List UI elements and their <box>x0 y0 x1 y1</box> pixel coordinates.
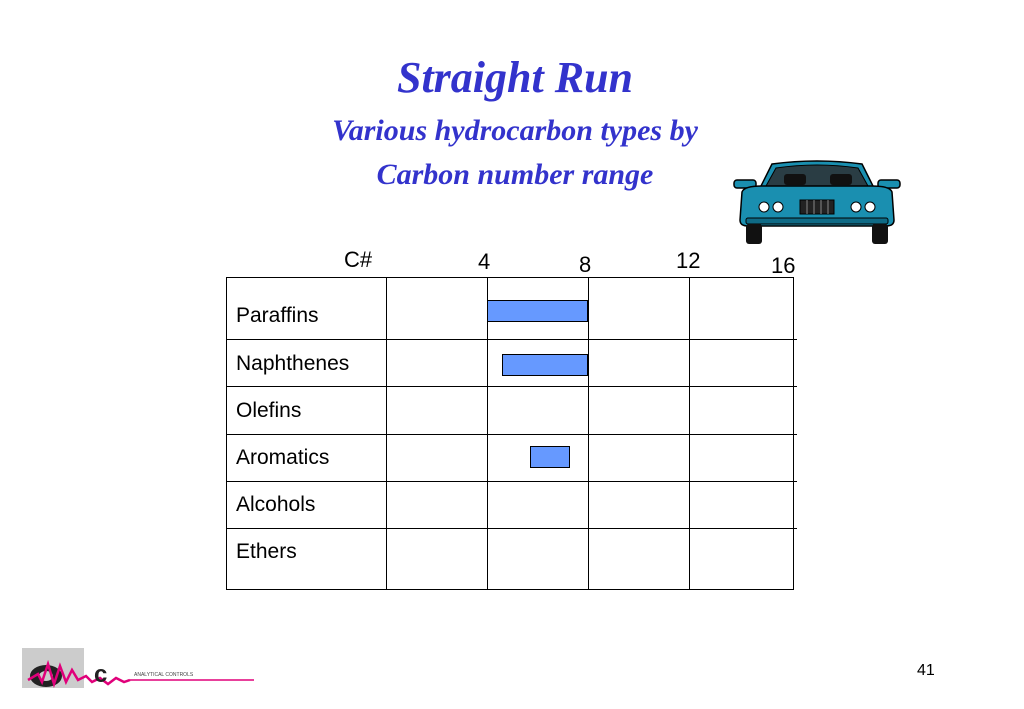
range-bar-aromatics <box>530 446 570 468</box>
tick-label: 8 <box>579 252 592 277</box>
slide-subtitle-line2: Carbon number range <box>376 158 654 191</box>
row-label: Naphthenes <box>236 352 350 375</box>
row-label: Olefins <box>236 399 302 422</box>
grid-line <box>226 528 797 529</box>
row-label: Paraffins <box>236 304 319 327</box>
car-icon <box>732 158 902 248</box>
axis-label: C# <box>344 247 373 272</box>
logo-text: ANALYTICAL CONTROLS <box>134 672 194 678</box>
slide-title: Straight Run <box>396 53 634 102</box>
range-bar-paraffins <box>487 300 588 322</box>
row-label: Ethers <box>236 540 297 563</box>
tick-label: 12 <box>676 248 701 273</box>
slide-subtitle-line1: Various hydrocarbon types by <box>332 114 698 147</box>
grid-line <box>226 339 797 340</box>
company-logo <box>22 646 257 690</box>
grid-line <box>226 434 797 435</box>
grid-line <box>226 386 797 387</box>
grid-line <box>226 481 797 482</box>
tick-label: 4 <box>478 249 491 274</box>
range-bar-naphthenes <box>502 354 588 376</box>
row-label: Alcohols <box>236 493 316 516</box>
row-label: Aromatics <box>236 446 330 469</box>
svg-text:c: c <box>94 661 108 688</box>
page-number: 41 <box>917 662 935 679</box>
tick-label: 16 <box>771 253 796 278</box>
